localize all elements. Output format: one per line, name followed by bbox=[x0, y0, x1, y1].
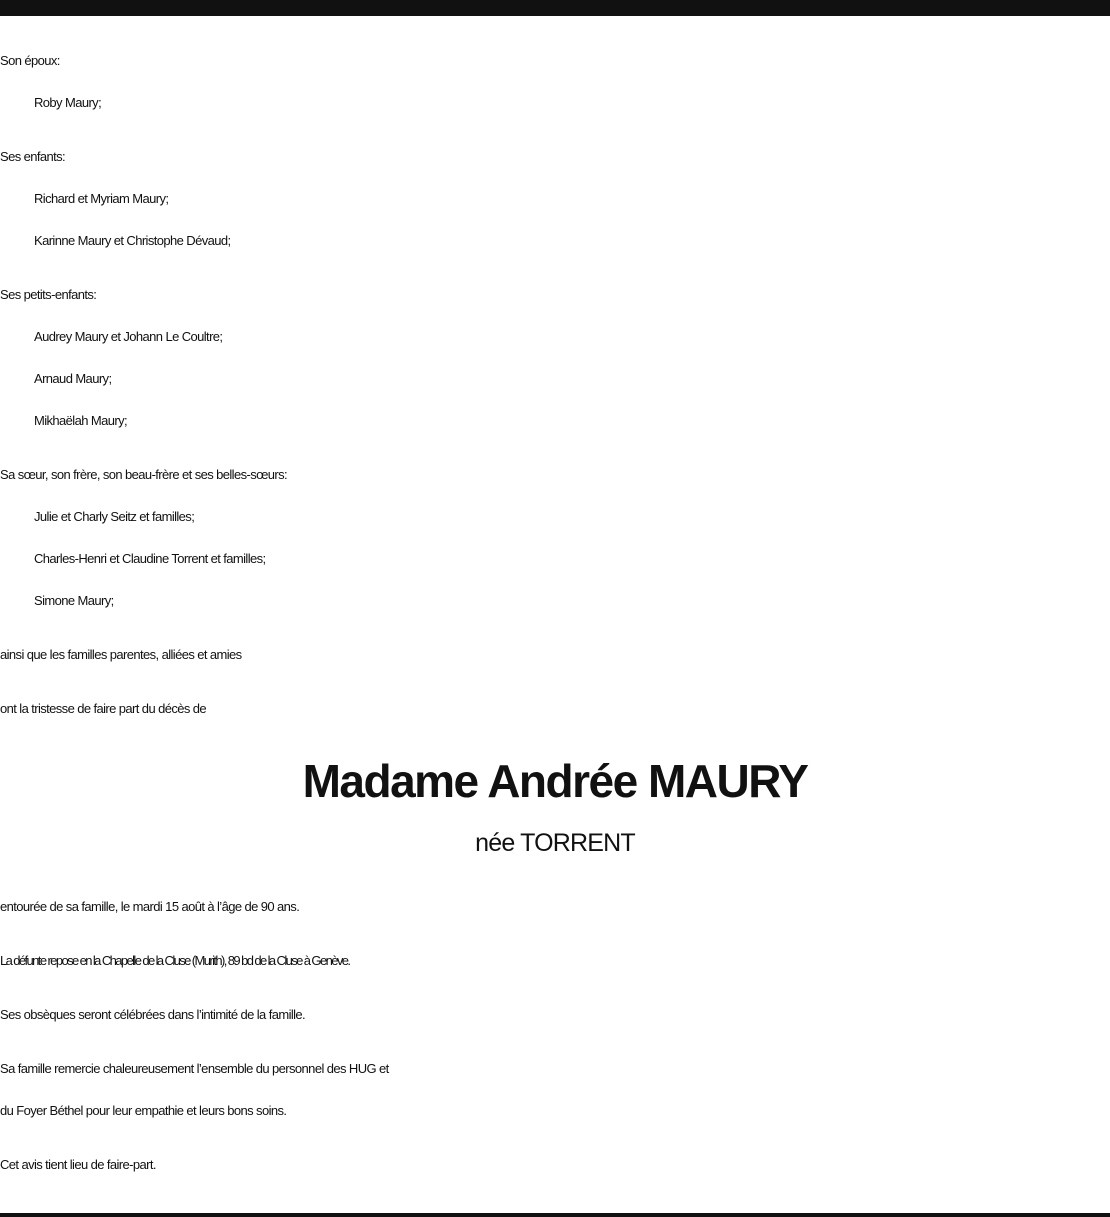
bottom-rule bbox=[0, 1213, 1110, 1217]
thanks-line: du Foyer Béthel pour leur empathie et leurs bons soins. bbox=[0, 1103, 287, 1118]
funeral-details: Ses obsèques seront célébrées dans l’intimité de la famille. bbox=[0, 1007, 306, 1022]
group-heading: Son époux: bbox=[0, 53, 60, 68]
deceased-block bbox=[0, 744, 1110, 868]
thanks-paragraph bbox=[0, 1048, 1110, 1132]
group-heading: Ses enfants: bbox=[0, 149, 66, 164]
top-rule bbox=[0, 0, 1110, 16]
group-heading: Sa sœur, son frère, son beau-frère et ses belles-sœurs: bbox=[0, 467, 288, 482]
group-name: Charles-Henri et Claudine Torrent et familles; bbox=[34, 551, 266, 566]
group-spouse bbox=[0, 40, 1110, 124]
group-grandchildren bbox=[0, 274, 1110, 442]
obituary-notice bbox=[0, 40, 1110, 1198]
notice-line: Cet avis tient lieu de faire-part. bbox=[0, 1157, 156, 1172]
maiden-name: née TORRENT bbox=[475, 829, 635, 857]
group-name: Julie et Charly Seitz et familles; bbox=[34, 509, 195, 524]
group-siblings bbox=[0, 454, 1110, 622]
group-name: Audrey Maury et Johann Le Coultre; bbox=[34, 329, 223, 344]
group-name: Simone Maury; bbox=[34, 593, 114, 608]
group-heading: Ses petits-enfants: bbox=[0, 287, 97, 302]
group-children bbox=[0, 136, 1110, 262]
announce-line: ont la tristesse de faire part du décès de bbox=[0, 701, 207, 716]
group-name: Roby Maury; bbox=[34, 95, 102, 110]
death-details: entourée de sa famille, le mardi 15 août à l’âge de 90 ans. bbox=[0, 899, 300, 914]
resting-place: La défunte repose en la Chapelle de la Cluse (Murith), 89 bd de la Cluse à Genève. bbox=[0, 953, 350, 968]
deceased-name: Madame Andrée MAURY bbox=[302, 755, 808, 807]
group-name: Richard et Myriam Maury; bbox=[34, 191, 169, 206]
families-line: ainsi que les familles parentes, alliées et amies bbox=[0, 647, 242, 662]
thanks-line: Sa famille remercie chaleureusement l’ensemble du personnel des HUG et bbox=[0, 1061, 389, 1076]
group-name: Karinne Maury et Christophe Dévaud; bbox=[34, 233, 231, 248]
group-name: Mikhaëlah Maury; bbox=[34, 413, 127, 428]
group-name: Arnaud Maury; bbox=[34, 371, 112, 386]
